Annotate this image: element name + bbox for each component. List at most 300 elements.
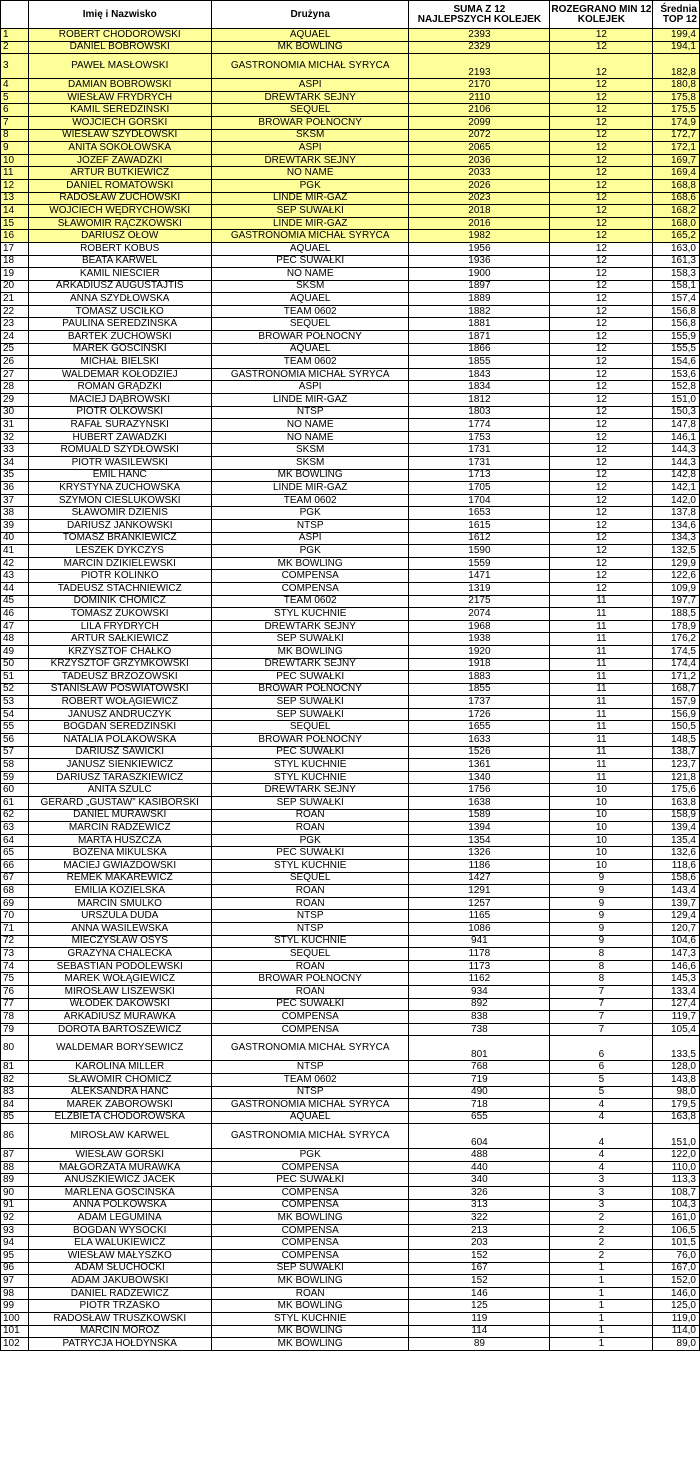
player-name-cell: DARIUSZ JANKOWSKI: [28, 519, 211, 532]
games-cell: 11: [550, 771, 653, 784]
player-name-cell: WŁODEK DAKOWSKI: [28, 998, 211, 1011]
sum-cell: 604: [409, 1124, 550, 1149]
player-name-cell: WOJCIECH WĘDRYCHOWSKI: [28, 205, 211, 218]
games-cell: 1: [550, 1275, 653, 1288]
team-cell: SEQUEL: [211, 721, 408, 734]
average-cell: 129,9: [653, 557, 700, 570]
team-cell: COMPENSA: [211, 1224, 408, 1237]
games-cell: 11: [550, 645, 653, 658]
player-name-cell: TADEUSZ BRZOZOWSKI: [28, 671, 211, 684]
rank-cell: 20: [1, 280, 29, 293]
team-cell: COMPENSA: [211, 1199, 408, 1212]
sum-cell: 152: [409, 1275, 550, 1288]
player-name-cell: REMEK MAKAREWICZ: [28, 872, 211, 885]
table-row: [1, 217, 700, 230]
team-cell: ASPI: [211, 79, 408, 92]
games-cell: 5: [550, 1073, 653, 1086]
table-row: [1, 985, 700, 998]
games-cell: 11: [550, 658, 653, 671]
player-name-cell: PIOTR WASILEWSKI: [28, 457, 211, 470]
header-average-line1: Średnia: [660, 3, 697, 15]
average-cell: 155,9: [653, 331, 700, 344]
rank-cell: 13: [1, 192, 29, 205]
team-cell: STYL KUCHNIE: [211, 935, 408, 948]
average-cell: 161,0: [653, 1212, 700, 1225]
sum-cell: 1340: [409, 771, 550, 784]
average-cell: 174,5: [653, 645, 700, 658]
table-row: [1, 872, 700, 885]
team-cell: MK BOWLING: [211, 557, 408, 570]
average-cell: 146,6: [653, 960, 700, 973]
games-cell: 12: [550, 469, 653, 482]
sum-cell: 1812: [409, 394, 550, 407]
average-cell: 175,5: [653, 104, 700, 117]
header-name: Imię i Nazwisko: [28, 1, 211, 29]
games-cell: 9: [550, 872, 653, 885]
sum-cell: 892: [409, 998, 550, 1011]
table-row: [1, 1111, 700, 1124]
table-row: [1, 860, 700, 873]
average-cell: 147,3: [653, 948, 700, 961]
rank-cell: 49: [1, 645, 29, 658]
sum-cell: 340: [409, 1174, 550, 1187]
table-row: [1, 268, 700, 281]
team-cell: LINDE MIR-GAZ: [211, 482, 408, 495]
rank-cell: 37: [1, 494, 29, 507]
average-cell: 155,5: [653, 343, 700, 356]
team-cell: NTSP: [211, 910, 408, 923]
average-cell: 146,0: [653, 1287, 700, 1300]
player-name-cell: MAREK ZABOROWSKI: [28, 1099, 211, 1112]
games-cell: 3: [550, 1187, 653, 1200]
average-cell: 156,8: [653, 305, 700, 318]
table-row: [1, 431, 700, 444]
average-cell: 114,0: [653, 1325, 700, 1338]
games-cell: 9: [550, 885, 653, 898]
player-name-cell: KAMIL NIEŚCIER: [28, 268, 211, 281]
table-row: [1, 293, 700, 306]
rank-cell: 14: [1, 205, 29, 218]
table-row: [1, 419, 700, 432]
player-name-cell: ANITA SZULC: [28, 784, 211, 797]
team-cell: SEQUEL: [211, 318, 408, 331]
player-name-cell: BOŻENA MIKULSKA: [28, 847, 211, 860]
player-name-cell: MAŁGORZATA MURAWKA: [28, 1161, 211, 1174]
rank-cell: 66: [1, 860, 29, 873]
sum-cell: 2329: [409, 41, 550, 54]
table-row: [1, 1275, 700, 1288]
rank-cell: 32: [1, 431, 29, 444]
player-name-cell: ROMAN GRĄDZKI: [28, 381, 211, 394]
sum-cell: 1726: [409, 708, 550, 721]
average-cell: 171,2: [653, 671, 700, 684]
average-cell: 175,8: [653, 91, 700, 104]
header-games: [550, 1, 653, 29]
player-name-cell: RADOSŁAW TRUSZKOWSKI: [28, 1313, 211, 1326]
table-row: [1, 280, 700, 293]
table-row: [1, 1023, 700, 1036]
table-row: [1, 104, 700, 117]
sum-cell: 1615: [409, 519, 550, 532]
games-cell: 4: [550, 1149, 653, 1162]
table-row: [1, 708, 700, 721]
table-row: [1, 1237, 700, 1250]
rank-cell: 10: [1, 154, 29, 167]
team-cell: SEP SUWAŁKI: [211, 633, 408, 646]
sum-cell: 2074: [409, 608, 550, 621]
team-cell: DREWTARK SEJNY: [211, 91, 408, 104]
games-cell: 11: [550, 683, 653, 696]
header-no: [1, 1, 29, 29]
average-cell: 163,8: [653, 797, 700, 810]
games-cell: 12: [550, 104, 653, 117]
games-cell: 11: [550, 708, 653, 721]
rank-cell: 17: [1, 242, 29, 255]
player-name-cell: EMIL HANC: [28, 469, 211, 482]
games-cell: 1: [550, 1287, 653, 1300]
rank-cell: 100: [1, 1313, 29, 1326]
player-name-cell: DAMIAN BOBROWSKI: [28, 79, 211, 92]
average-cell: 158,9: [653, 809, 700, 822]
table-row: [1, 242, 700, 255]
rank-cell: 74: [1, 960, 29, 973]
table-row: [1, 54, 700, 79]
player-name-cell: SŁAWOMIR DZIENIS: [28, 507, 211, 520]
rank-cell: 11: [1, 167, 29, 180]
average-cell: 142,0: [653, 494, 700, 507]
table-row: [1, 167, 700, 180]
sum-cell: 768: [409, 1061, 550, 1074]
team-cell: BROWAR PÓŁNOCNY: [211, 734, 408, 747]
player-name-cell: DANIEL RADZEWICZ: [28, 1287, 211, 1300]
games-cell: 12: [550, 444, 653, 457]
sum-cell: 1918: [409, 658, 550, 671]
table-row: [1, 532, 700, 545]
average-cell: 142,8: [653, 469, 700, 482]
games-cell: 8: [550, 960, 653, 973]
table-row: [1, 683, 700, 696]
average-cell: 158,3: [653, 268, 700, 281]
player-name-cell: MARCIN SMULKO: [28, 897, 211, 910]
games-cell: 11: [550, 595, 653, 608]
team-cell: PGK: [211, 834, 408, 847]
average-cell: 152,8: [653, 381, 700, 394]
sum-cell: 1731: [409, 457, 550, 470]
table-row: [1, 192, 700, 205]
average-cell: 169,7: [653, 154, 700, 167]
sum-cell: 2110: [409, 91, 550, 104]
team-cell: PEC SUWAŁKI: [211, 998, 408, 1011]
average-cell: 179,5: [653, 1099, 700, 1112]
games-cell: 3: [550, 1174, 653, 1187]
rank-cell: 62: [1, 809, 29, 822]
games-cell: 1: [550, 1262, 653, 1275]
table-row: [1, 1300, 700, 1313]
rank-cell: 73: [1, 948, 29, 961]
player-name-cell: SZYMON CIEŚLUKOWSKI: [28, 494, 211, 507]
team-cell: SKSM: [211, 457, 408, 470]
rank-cell: 90: [1, 1187, 29, 1200]
sum-cell: 1173: [409, 960, 550, 973]
table-row: [1, 1313, 700, 1326]
team-cell: ROAN: [211, 1287, 408, 1300]
table-row: [1, 1224, 700, 1237]
rank-cell: 52: [1, 683, 29, 696]
sum-cell: 213: [409, 1224, 550, 1237]
player-name-cell: WALDEMAR BORYSEWICZ: [28, 1036, 211, 1061]
team-cell: SEQUEL: [211, 948, 408, 961]
sum-cell: 119: [409, 1313, 550, 1326]
games-cell: 10: [550, 809, 653, 822]
games-cell: 12: [550, 507, 653, 520]
sum-cell: 1633: [409, 734, 550, 747]
rank-cell: 9: [1, 142, 29, 155]
average-cell: 178,9: [653, 620, 700, 633]
rank-cell: 58: [1, 759, 29, 772]
header-games-line1: ROZEGRANO MIN 12: [551, 3, 652, 15]
player-name-cell: JANUSZ SIENKIEWICZ: [28, 759, 211, 772]
games-cell: 11: [550, 721, 653, 734]
table-row: [1, 1174, 700, 1187]
games-cell: 12: [550, 230, 653, 243]
sum-cell: 1889: [409, 293, 550, 306]
average-cell: 146,1: [653, 431, 700, 444]
table-row: [1, 645, 700, 658]
rank-cell: 45: [1, 595, 29, 608]
player-name-cell: KAMIL SEREDZIŃSKI: [28, 104, 211, 117]
rank-cell: 48: [1, 633, 29, 646]
games-cell: 12: [550, 29, 653, 42]
average-cell: 118,6: [653, 860, 700, 873]
table-row: [1, 368, 700, 381]
sum-cell: 1326: [409, 847, 550, 860]
sum-cell: 1883: [409, 671, 550, 684]
table-row: [1, 633, 700, 646]
table-row: [1, 834, 700, 847]
table-row: [1, 746, 700, 759]
team-cell: COMPENSA: [211, 1011, 408, 1024]
table-row: [1, 205, 700, 218]
rank-cell: 55: [1, 721, 29, 734]
average-cell: 169,4: [653, 167, 700, 180]
average-cell: 133,4: [653, 985, 700, 998]
sum-cell: 1843: [409, 368, 550, 381]
team-cell: PGK: [211, 507, 408, 520]
player-name-cell: LILA FRYDRYCH: [28, 620, 211, 633]
rank-cell: 89: [1, 1174, 29, 1187]
rank-cell: 1: [1, 29, 29, 42]
player-name-cell: NATALIA POLAKOWSKA: [28, 734, 211, 747]
rank-cell: 54: [1, 708, 29, 721]
games-cell: 10: [550, 834, 653, 847]
rank-cell: 15: [1, 217, 29, 230]
games-cell: 12: [550, 318, 653, 331]
team-cell: SEP SUWAŁKI: [211, 708, 408, 721]
sum-cell: 440: [409, 1161, 550, 1174]
table-row: [1, 847, 700, 860]
rank-cell: 72: [1, 935, 29, 948]
rank-cell: 63: [1, 822, 29, 835]
player-name-cell: MARCIN RADZEWICZ: [28, 822, 211, 835]
team-cell: NTSP: [211, 519, 408, 532]
table-row: [1, 1287, 700, 1300]
team-cell: BROWAR PÓŁNOCNY: [211, 116, 408, 129]
table-row: [1, 129, 700, 142]
sum-cell: 1753: [409, 431, 550, 444]
table-row: [1, 1325, 700, 1338]
sum-cell: 1291: [409, 885, 550, 898]
table-row: [1, 356, 700, 369]
sum-cell: 1803: [409, 406, 550, 419]
games-cell: 8: [550, 973, 653, 986]
average-cell: 142,1: [653, 482, 700, 495]
average-cell: 135,4: [653, 834, 700, 847]
rank-cell: 8: [1, 129, 29, 142]
player-name-cell: ANNA WASILEWSKA: [28, 922, 211, 935]
player-name-cell: ARKADIUSZ AUGUSTAJTIS: [28, 280, 211, 293]
rank-cell: 80: [1, 1036, 29, 1061]
table-row: [1, 1011, 700, 1024]
player-name-cell: ADAM LEGUMINA: [28, 1212, 211, 1225]
sum-cell: 934: [409, 985, 550, 998]
team-cell: MK BOWLING: [211, 1338, 408, 1351]
games-cell: 12: [550, 570, 653, 583]
team-cell: AQUAEL: [211, 29, 408, 42]
rank-cell: 36: [1, 482, 29, 495]
average-cell: 133,5: [653, 1036, 700, 1061]
sum-cell: 801: [409, 1036, 550, 1061]
rank-cell: 3: [1, 54, 29, 79]
header-games-line2: KOLEJEK: [577, 13, 625, 25]
sum-cell: 2016: [409, 217, 550, 230]
player-name-cell: ROMUALD SZYDŁOWSKI: [28, 444, 211, 457]
average-cell: 154,6: [653, 356, 700, 369]
rank-cell: 2: [1, 41, 29, 54]
team-cell: MK BOWLING: [211, 1325, 408, 1338]
table-row: [1, 116, 700, 129]
average-cell: 119,7: [653, 1011, 700, 1024]
table-row: [1, 809, 700, 822]
rank-cell: 21: [1, 293, 29, 306]
sum-cell: 1834: [409, 381, 550, 394]
team-cell: MK BOWLING: [211, 1275, 408, 1288]
games-cell: 12: [550, 293, 653, 306]
rank-cell: 39: [1, 519, 29, 532]
player-name-cell: MARCIN MOROZ: [28, 1325, 211, 1338]
games-cell: 12: [550, 41, 653, 54]
player-name-cell: MAREK WOŁĄGIEWICZ: [28, 973, 211, 986]
sum-cell: 1612: [409, 532, 550, 545]
player-name-cell: LESZEK DYKCZYS: [28, 545, 211, 558]
rank-cell: 19: [1, 268, 29, 281]
player-name-cell: ELŻBIETA CHODOROWSKA: [28, 1111, 211, 1124]
average-cell: 158,1: [653, 280, 700, 293]
player-name-cell: KAROLINA MILLER: [28, 1061, 211, 1074]
team-cell: ROAN: [211, 885, 408, 898]
sum-cell: 1394: [409, 822, 550, 835]
header-row: [1, 1, 700, 29]
sum-cell: 2036: [409, 154, 550, 167]
team-cell: NO NAME: [211, 268, 408, 281]
table-row: [1, 154, 700, 167]
table-row: [1, 1061, 700, 1074]
average-cell: 156,8: [653, 318, 700, 331]
player-name-cell: RADOSŁAW ŻUCHOWSKI: [28, 192, 211, 205]
games-cell: 12: [550, 457, 653, 470]
average-cell: 122,0: [653, 1149, 700, 1162]
player-name-cell: ANUSZKIEWICZ JACEK: [28, 1174, 211, 1187]
rank-cell: 38: [1, 507, 29, 520]
sum-cell: 1526: [409, 746, 550, 759]
rank-cell: 91: [1, 1199, 29, 1212]
rank-cell: 77: [1, 998, 29, 1011]
sum-cell: 1968: [409, 620, 550, 633]
player-name-cell: DANIEL BOBROWSKI: [28, 41, 211, 54]
rank-cell: 47: [1, 620, 29, 633]
games-cell: 7: [550, 1023, 653, 1036]
team-cell: STYL KUCHNIE: [211, 771, 408, 784]
games-cell: 4: [550, 1161, 653, 1174]
sum-cell: 1920: [409, 645, 550, 658]
sum-cell: 1704: [409, 494, 550, 507]
average-cell: 157,9: [653, 696, 700, 709]
rank-cell: 22: [1, 305, 29, 318]
table-row: [1, 482, 700, 495]
average-cell: 161,3: [653, 255, 700, 268]
rank-cell: 57: [1, 746, 29, 759]
average-cell: 139,7: [653, 897, 700, 910]
team-cell: LINDE MIR-GAZ: [211, 192, 408, 205]
sum-cell: 738: [409, 1023, 550, 1036]
team-cell: MK BOWLING: [211, 1300, 408, 1313]
team-cell: SKSM: [211, 129, 408, 142]
games-cell: 12: [550, 419, 653, 432]
rank-cell: 82: [1, 1073, 29, 1086]
games-cell: 1: [550, 1325, 653, 1338]
player-name-cell: MARCIN DZIKIELEWSKI: [28, 557, 211, 570]
player-name-cell: STANISŁAW POSWIATOWSKI: [28, 683, 211, 696]
player-name-cell: GERARD „GUSTAW” KASIBORSKI: [28, 797, 211, 810]
team-cell: NTSP: [211, 1086, 408, 1099]
table-row: [1, 1073, 700, 1086]
player-name-cell: JANUSZ ANDRUCZYK: [28, 708, 211, 721]
rank-cell: 18: [1, 255, 29, 268]
average-cell: 152,0: [653, 1275, 700, 1288]
team-cell: MK BOWLING: [211, 645, 408, 658]
average-cell: 139,4: [653, 822, 700, 835]
sum-cell: 1471: [409, 570, 550, 583]
player-name-cell: WIESŁAW SZYDŁOWSKI: [28, 129, 211, 142]
sum-cell: 655: [409, 1111, 550, 1124]
rank-cell: 51: [1, 671, 29, 684]
team-cell: STYL KUCHNIE: [211, 860, 408, 873]
games-cell: 10: [550, 784, 653, 797]
team-cell: PEC SUWAŁKI: [211, 1174, 408, 1187]
games-cell: 12: [550, 268, 653, 281]
rank-cell: 53: [1, 696, 29, 709]
team-cell: TEAM 0602: [211, 1073, 408, 1086]
table-row: [1, 469, 700, 482]
sum-cell: 167: [409, 1262, 550, 1275]
player-name-cell: SEBASTIAN PODOLEWSKI: [28, 960, 211, 973]
games-cell: 6: [550, 1036, 653, 1061]
games-cell: 11: [550, 620, 653, 633]
table-row: [1, 658, 700, 671]
average-cell: 127,4: [653, 998, 700, 1011]
games-cell: 9: [550, 910, 653, 923]
games-cell: 11: [550, 696, 653, 709]
rank-cell: 76: [1, 985, 29, 998]
